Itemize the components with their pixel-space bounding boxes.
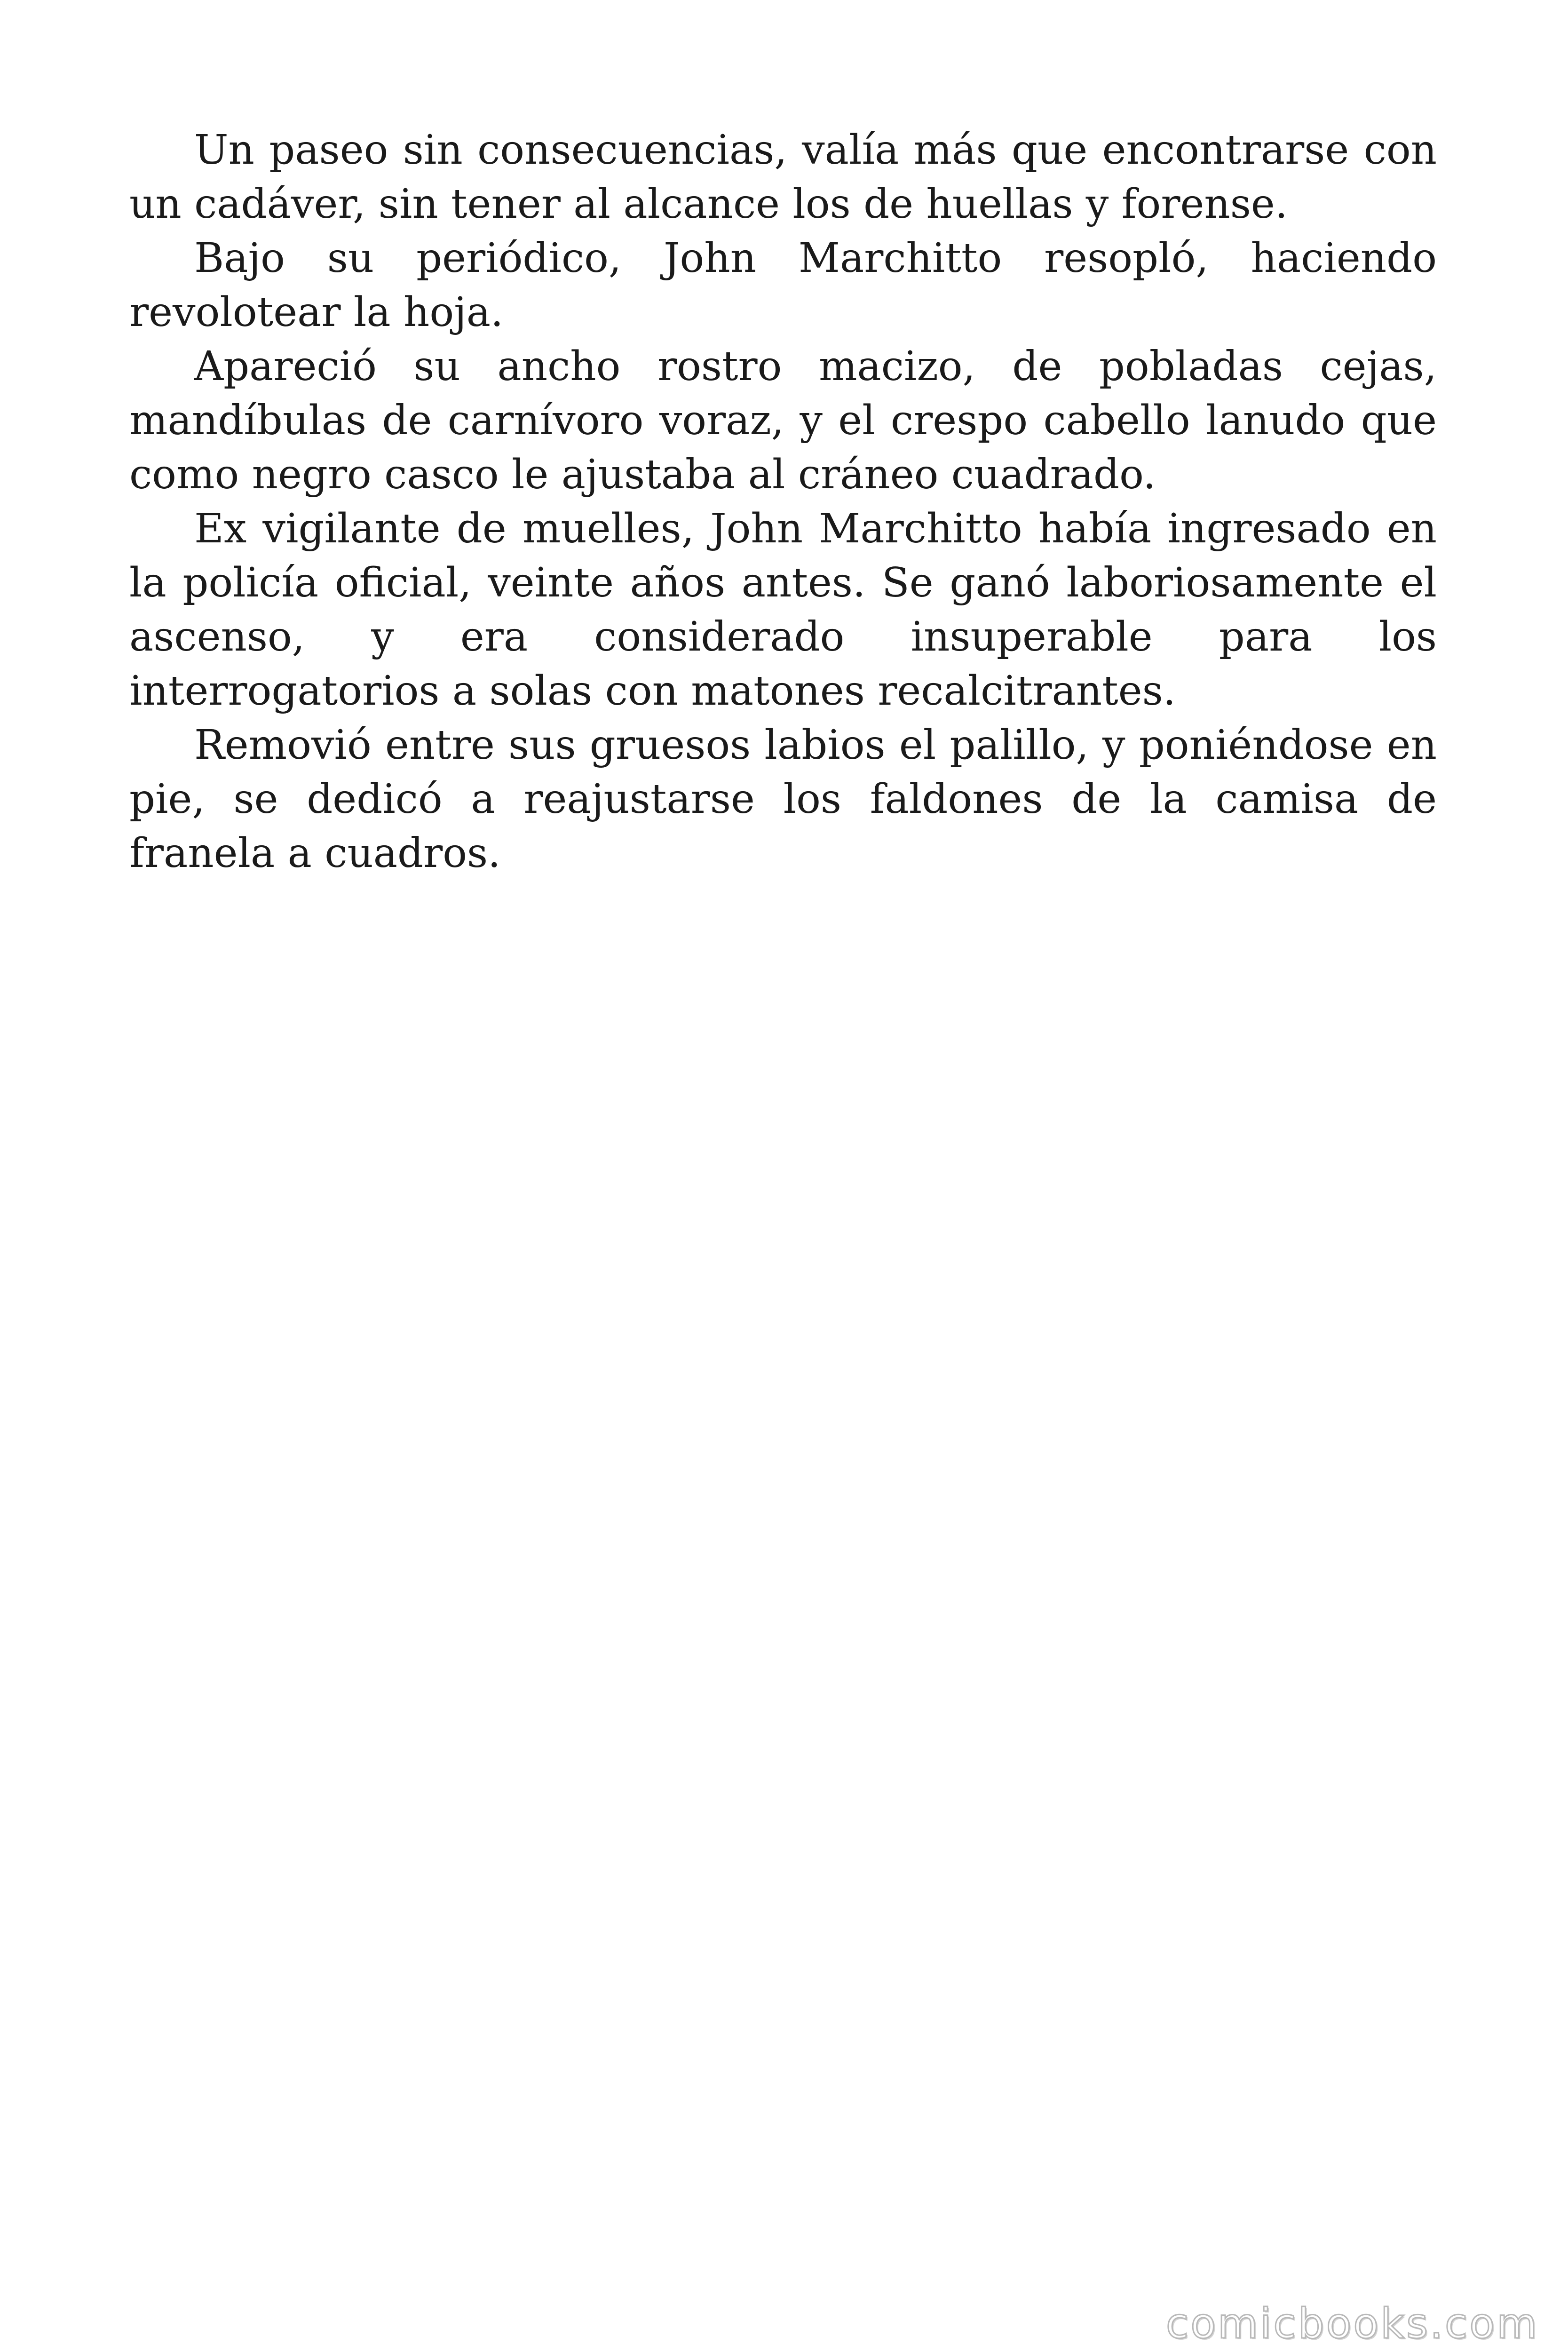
paragraph: Bajo su periódico, John Marchitto resopló, haciendo revolotear la hoja. [129,235,1437,336]
watermark: comicbooks.com [1165,2299,1539,2348]
paragraph: Removió entre sus gruesos labios el palillo, y poniéndose en pie, se dedicó a reajustarse los faldones de la camisa de franela a cuadros. [129,722,1437,877]
paragraph: Un paseo sin consecuencias, valía más que encontrarse con un cadáver, sin tener al alcance los de huellas y forense. [129,127,1437,228]
paragraph: Ex vigilante de muelles, John Marchitto había ingresado en la policía oficial, veinte años antes. Se ganó laboriosamente el ascenso, y era considerado insuperable para los interrogatorios a solas con matones recalcitrantes. [129,505,1437,715]
paragraph: Apareció su ancho rostro macizo, de pobladas cejas, mandíbulas de carnívoro voraz, y el crespo cabello lanudo que como negro casco le ajustaba al cráneo cuadrado. [129,343,1437,498]
body-text [129,123,1437,881]
